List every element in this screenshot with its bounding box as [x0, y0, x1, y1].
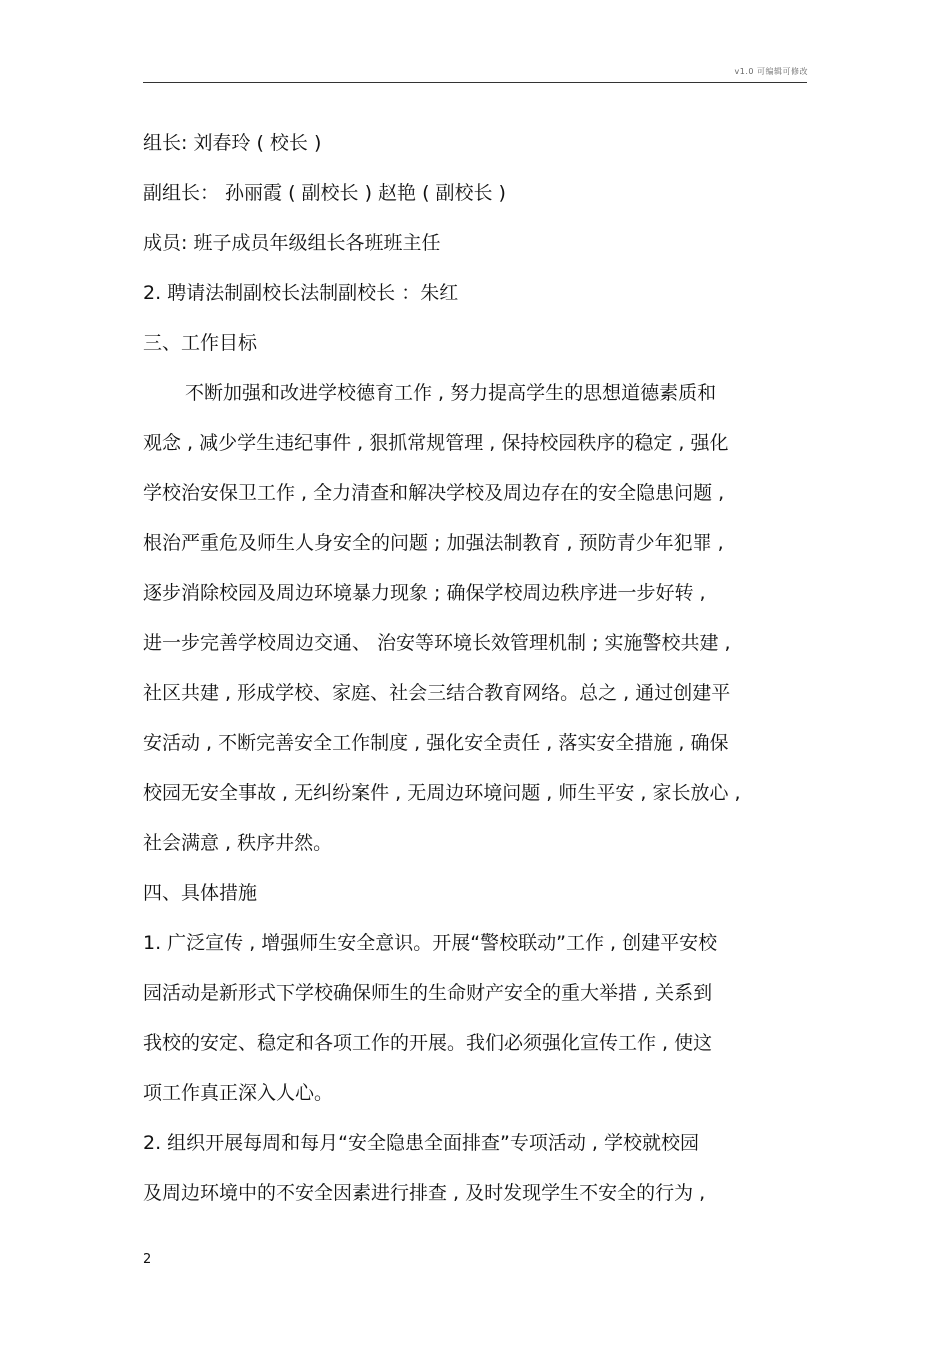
paragraph-line: 校园无安全事故 , 无纠纷案件 , 无周边环境问题 , 师生平安 , 家长放心 , — [143, 782, 741, 804]
paragraph-line: 不断加强和改进学校德育工作 , 努力提高学生的思想道德素质和 — [185, 382, 717, 404]
paragraph-line: 1. 广泛宣传 , 增强师生安全意识。开展“警校联动”工作 , 创建平安校 — [143, 932, 718, 954]
text-line-deputy-leader: 副组长： 孙丽霞 ( 副校长 ) 赵艳 ( 副校长 ) — [143, 182, 506, 204]
text-line-legal-vice-principal: 2. 聘请法制副校长法制副校长 ：朱红 — [143, 282, 459, 304]
page-number: 2 — [143, 1252, 152, 1267]
paragraph-line: 根治严重危及师生人身安全的问题 ; 加强法制教育 , 预防青少年犯罪 , — [143, 532, 724, 554]
header-rule — [143, 82, 807, 83]
paragraph-line: 园活动是新形式下学校确保师生的生命财产安全的重大举措 , 关系到 — [143, 982, 713, 1004]
paragraph-line: 进一步完善学校周边交通、 治安等环境长效管理机制 ; 实施警校共建 , — [143, 632, 731, 654]
paragraph-line: 项工作真正深入人心。 — [143, 1082, 334, 1104]
paragraph-line: 及周边环境中的不安全因素进行排查 , 及时发现学生不安全的行为 , — [143, 1182, 706, 1204]
section-heading-goals: 三、工作目标 — [143, 332, 258, 354]
paragraph-line: 社会满意 , 秩序井然。 — [143, 832, 333, 854]
text-line-leader: 组长: 刘春玲 ( 校长 ) — [143, 132, 322, 154]
paragraph-line: 安活动 , 不断完善安全工作制度 , 强化安全责任 , 落实安全措施 , 确保 — [143, 732, 729, 754]
paragraph-line: 观念 , 减少学生违纪事件 , 狠抓常规管理 , 保持校园秩序的稳定 , 强化 — [143, 432, 729, 454]
version-tag: v1.0 可编辑可修改 — [734, 67, 808, 76]
paragraph-line: 逐步消除校园及周边环境暴力现象 ; 确保学校周边秩序进一步好转 , — [143, 582, 706, 604]
section-heading-measures: 四、具体措施 — [143, 882, 258, 904]
paragraph-line: 我校的安定、稳定和各项工作的开展。我们必须强化宣传工作 , 使这 — [143, 1032, 713, 1054]
text-line-members: 成员: 班子成员年级组长各班班主任 — [143, 232, 441, 254]
paragraph-line: 社区共建 , 形成学校、家庭、社会三结合教育网络。总之 , 通过创建平 — [143, 682, 731, 704]
paragraph-line: 2. 组织开展每周和每月“安全隐患全面排查”专项活动 , 学校就校园 — [143, 1132, 699, 1154]
document-body — [143, 118, 807, 1218]
paragraph-line: 学校治安保卫工作 , 全力清查和解决学校及周边存在的安全隐患问题 , — [143, 482, 725, 504]
